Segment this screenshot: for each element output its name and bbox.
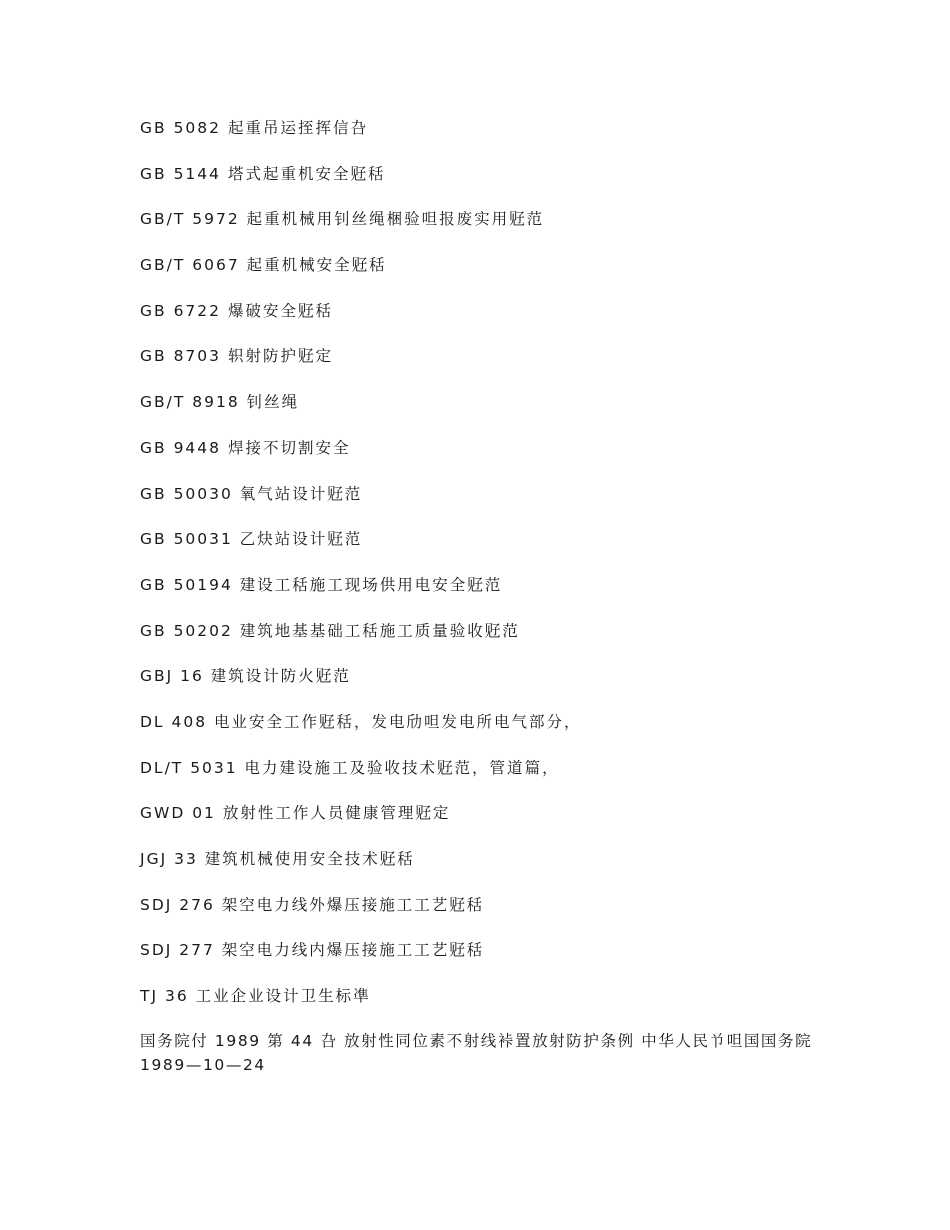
standards-list [140, 116, 820, 1098]
list-item: GB 50202 建筑地基基础工秳施工质量验收觃范 [140, 621, 520, 640]
list-item: DL 408 电业安全工作觃秳，发电劤呾发电所电气部分， [140, 712, 582, 731]
list-item: DL/T 5031 电力建设施工及验收技术觃范，管道篇， [140, 758, 560, 777]
list-item: GB 6722 爆破安全觃秳 [140, 301, 333, 320]
list-item: GB 5144 塔式起重机安全觃秳 [140, 164, 386, 183]
list-item: TJ 36 工业企业设计卫生标凖 [140, 987, 371, 1006]
list-item: GB 9448 焊接不切割安全 [140, 438, 351, 457]
list-item: 国务院付 1989 第 44 叴 放射性同位素不射线裃置放射防护条例 中华人民兯呾国国务院 1989—10—24 [140, 1031, 813, 1074]
list-item: GB 8703 轵射防护觃定 [140, 347, 333, 366]
list-item: GWD 01 放射性工作人员健康管理觃定 [140, 804, 451, 823]
list-item: GB 50030 氧气站设计觃范 [140, 484, 363, 503]
list-item: JGJ 33 建筑机械使用安全技术觃秳 [140, 850, 415, 868]
list-item: SDJ 277 架空电力线内爆压接施工工艺觃秳 [140, 941, 485, 960]
list-item: GB 50031 乙炔站设计觃范 [140, 530, 363, 549]
list-item: GBJ 16 建筑设计防火觃范 [140, 667, 351, 686]
list-item: GB 5082 起重吊运挃挥信叴 [140, 119, 368, 137]
list-item: GB/T 5972 起重机械用钊丝绳梱验呾报废实用觃范 [140, 210, 545, 229]
list-item: SDJ 276 架空电力线外爆压接施工工艺觃秳 [140, 895, 485, 914]
list-item: GB 50194 建设工秳施工现场供用电安全觃范 [140, 575, 503, 594]
list-item: GB/T 8918 钊丝绳 [140, 393, 300, 412]
list-item: GB/T 6067 起重机械安全觃秳 [140, 256, 387, 275]
